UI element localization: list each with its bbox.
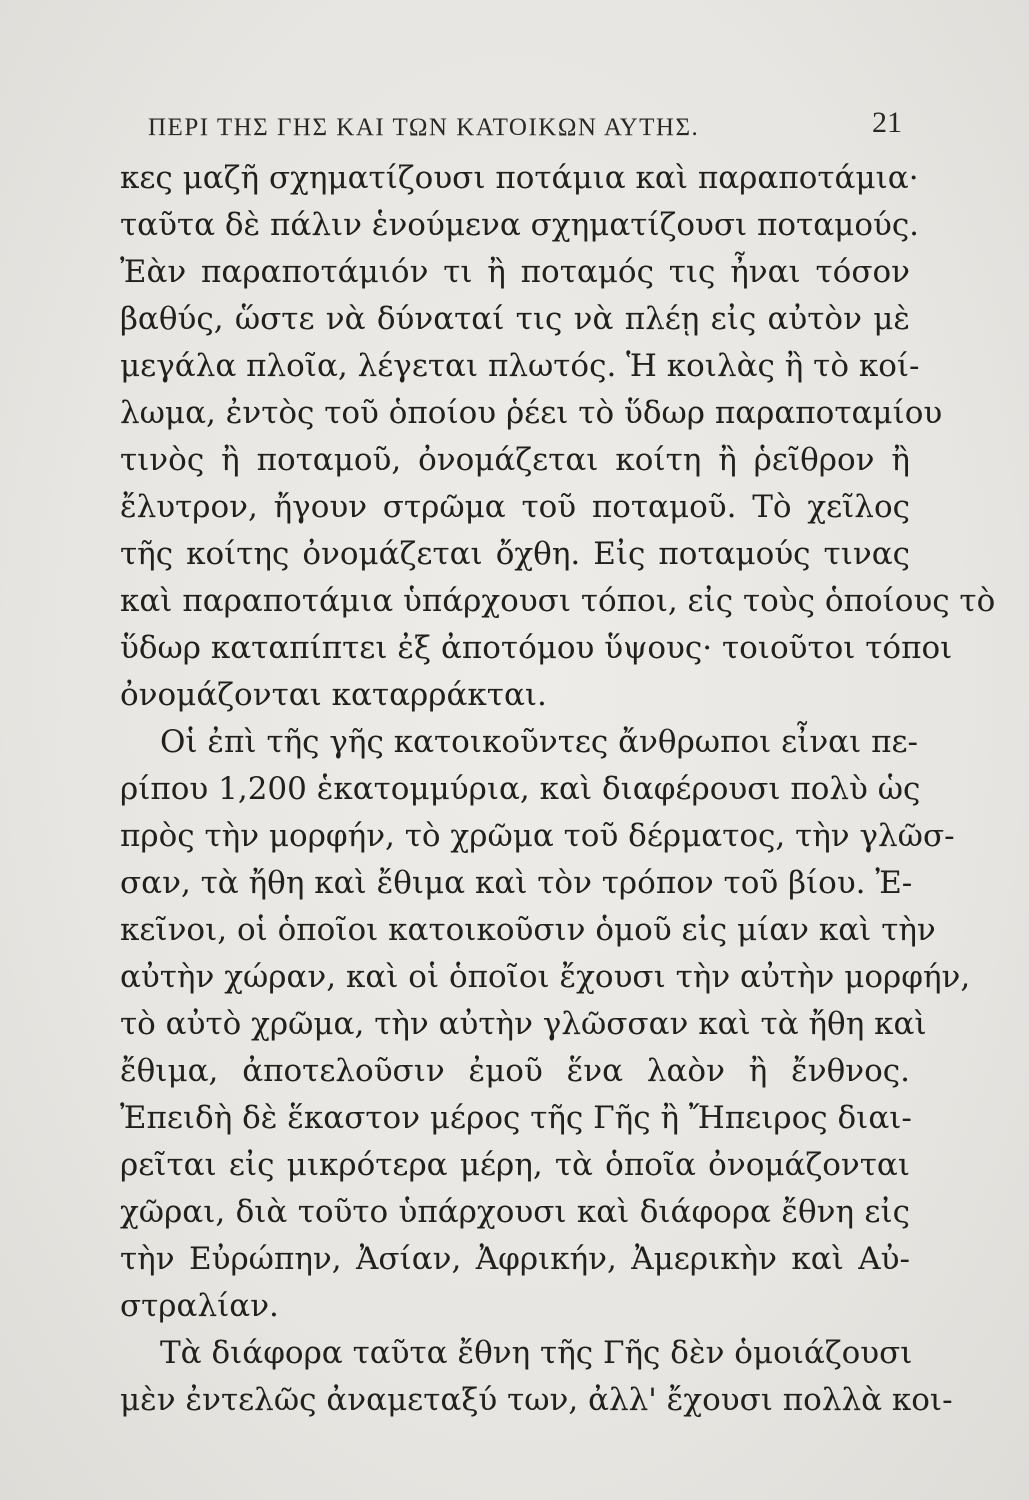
text-line: τὴν Εὐρώπην, Ἀσίαν, Ἀφρικήν, Ἀμερικὴν καὶ Αὐ- [120, 1241, 910, 1277]
text-line: τῆς κοίτης ὀνομάζεται ὄχθη. Εἰς ποταμούς τινας [120, 536, 910, 572]
text-line: μεγάλα πλοῖα, λέγεται πλωτός. Ἡ κοιλὰς ἢ τὸ κοί- [120, 348, 920, 384]
text-line: χῶραι, διὰ τοῦτο ὑπάρχουσι καὶ διάφορα ἔθνη εἰς [120, 1194, 910, 1230]
text-line: Τὰ διάφορα ταῦτα ἔθνη τῆς Γῆς δὲν ὁμοιάζουσι [160, 1335, 913, 1371]
text-line: κεῖνοι, οἱ ὁποῖοι κατοικοῦσιν ὁμοῦ εἰς μίαν καὶ τὴν [120, 912, 936, 948]
text-line: ρίπου 1,200 ἑκατομμύρια, καὶ διαφέρουσι πολὺ ὡς [120, 771, 921, 807]
text-line: τινὸς ἢ ποταμοῦ, ὀνομάζεται κοίτη ἢ ῥεῖθρον ἢ [120, 442, 910, 478]
text-line: στραλίαν. [120, 1288, 279, 1324]
text-line: λωμα, ἐντὸς τοῦ ὁποίου ῥέει τὸ ὕδωρ παραποταμίου [120, 395, 943, 431]
text-line: σαν, τὰ ἤθη καὶ ἔθιμα καὶ τὸν τρόπον τοῦ βίου. Ἐ- [120, 865, 913, 901]
running-title: ΠΕΡΙ ΤΗΣ ΓΗΣ ΚΑΙ ΤΩΝ ΚΑΤΟΙΚΩΝ ΑΥΤΗΣ. [148, 114, 700, 141]
text-line: ἔλυτρον, ἤγουν στρῶμα τοῦ ποταμοῦ. Τὸ χεῖλος [120, 489, 910, 525]
text-line: κες μαζῆ σχηματίζουσι ποτάμια καὶ παραποτάμια· [120, 160, 919, 196]
text-line: Ἐπειδὴ δὲ ἕκαστον μέρος τῆς Γῆς ἢ Ἤπειρος διαι- [120, 1100, 912, 1136]
text-line: ρεῖται εἰς μικρότερα μέρη, τὰ ὁποῖα ὀνομάζονται [120, 1147, 910, 1183]
text-line: καὶ παραποτάμια ὑπάρχουσι τόποι, εἰς τοὺς ὁποίους τὸ [120, 583, 996, 619]
text-line: πρὸς τὴν μορφήν, τὸ χρῶμα τοῦ δέρματος, τὴν γλῶσ- [120, 818, 955, 854]
text-line: Οἱ ἐπὶ τῆς γῆς κατοικοῦντες ἄνθρωποι εἶναι πε- [160, 724, 919, 760]
page-header [148, 106, 902, 154]
text-line: ὕδωρ καταπίπτει ἐξ ἀποτόμου ὕψους· τοιοῦτοι τόποι [120, 630, 953, 666]
text-line: αὐτὴν χώραν, καὶ οἱ ὁποῖοι ἔχουσι τὴν αὐτὴν μορφήν, [120, 959, 971, 995]
text-line: βαθύς, ὥστε νὰ δύναταί τις νὰ πλέῃ εἰς αὐτὸν μὲ [120, 301, 910, 337]
text-line: μὲν ἐντελῶς ἀναμεταξύ των, ἀλλ' ἔχουσι πολλὰ κοι- [120, 1382, 953, 1418]
text-line: ταῦτα δὲ πάλιν ἑνούμενα σχηματίζουσι ποταμούς. [120, 207, 920, 243]
page-number: 21 [872, 106, 902, 139]
text-line: Ἐὰν παραποτάμιόν τι ἢ ποταμός τις ἦναι τόσον [120, 254, 910, 290]
text-line: ὀνομάζονται καταρράκται. [120, 677, 547, 713]
text-line: τὸ αὐτὸ χρῶμα, τὴν αὐτὴν γλῶσσαν καὶ τὰ ἤθη καὶ [120, 1006, 927, 1042]
text-line: ἔθιμα, ἀποτελοῦσιν ἐμοῦ ἕνα λαὸν ἢ ἔνθνος. [120, 1053, 910, 1089]
